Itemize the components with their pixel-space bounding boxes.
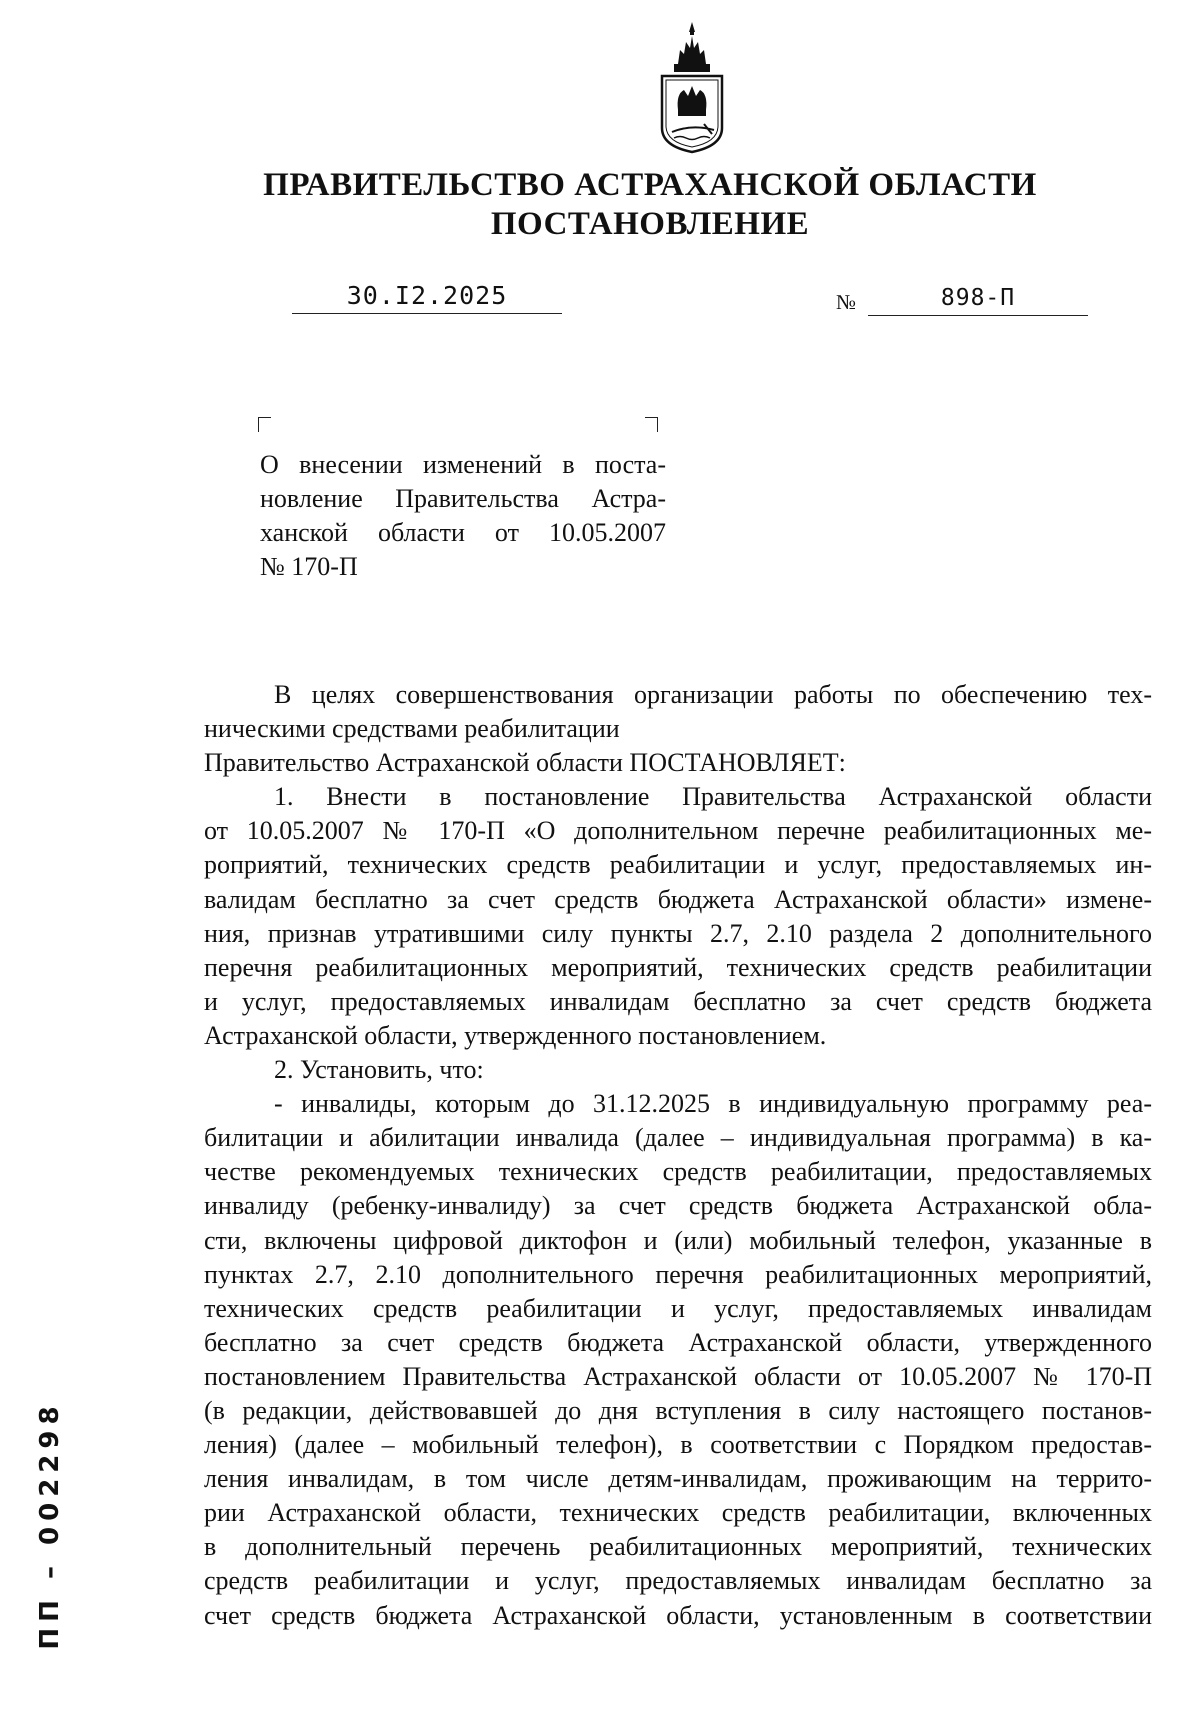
body-line: честве рекомендуемых технических средств реабилитации, предоставляемых — [204, 1157, 1152, 1187]
body-line: инвалиду (ребенку-инвалиду) за счет средств бюджета Астраханской обла- — [204, 1191, 1152, 1221]
body-line: ления инвалидам, в том числе детям-инвалидам, проживающим на террито- — [204, 1464, 1152, 1494]
body-line: Астраханской области, утвержденного постановлением. — [204, 1020, 827, 1050]
document-subject — [260, 448, 666, 584]
body-line: технических средств реабилитации и услуг, предоставляемых инвалидам — [204, 1293, 1152, 1323]
subject-line: О внесении изменений в поста- — [260, 450, 666, 479]
document-type-title: ПОСТАНОВЛЕНИЕ — [490, 206, 810, 242]
serial-stamp — [30, 1390, 70, 1660]
body-line: от 10.05.2007 № 170-П «О дополнительном перечне реабилитационных ме- — [204, 816, 1152, 846]
body-line: (в редакции, действовавшей до дня вступления в силу настоящего постанов- — [204, 1395, 1152, 1425]
body-line: 1. Внести в постановление Правительства Астраханской области — [274, 782, 1152, 812]
subject-line: ханской области от 10.05.2007 — [260, 518, 666, 547]
serial-number: ПП – 002298 — [35, 1400, 65, 1650]
body-line: ления) (далее – мобильный телефон), в соответствии с Порядком предостав- — [204, 1430, 1152, 1460]
body-line: пунктах 2.7, 2.10 дополнительного перечня реабилитационных мероприятий, — [204, 1259, 1152, 1289]
body-line: - инвалиды, которым до 31.12.2025 в индивидуальную программу реа- — [274, 1089, 1152, 1119]
body-line: ния, признав утратившими силу пункты 2.7, 2.10 раздела 2 дополнительного — [204, 918, 1152, 948]
document-date: 30.I2.2025 — [292, 280, 562, 314]
body-line: валидам бесплатно за счет средств бюджета Астраханской области» измене- — [204, 884, 1152, 914]
coat-of-arms-icon — [650, 20, 734, 156]
subject-line: № 170-П — [260, 552, 358, 581]
subject-bracket-left — [258, 417, 271, 432]
body-line: и услуг, предоставляемых инвалидам бесплатно за счет средств бюджета — [204, 986, 1152, 1016]
subject-bracket-right — [645, 417, 658, 432]
body-line: в дополнительный перечень реабилитационных мероприятий, технических — [204, 1532, 1152, 1562]
government-title: ПРАВИТЕЛЬСТВО АСТРАХАНСКОЙ ОБЛАСТИ — [263, 167, 1037, 203]
body-line: билитации и абилитации инвалида (далее – индивидуальная программа) в ка- — [204, 1123, 1152, 1153]
document-number: 898-П — [868, 282, 1088, 316]
body-line: постановлением Правительства Астраханской области от 10.05.2007 № 170-П — [204, 1361, 1152, 1391]
body-line: ническими средствами реабилитации — [204, 714, 620, 744]
body-line: перечня реабилитационных мероприятий, технических средств реабилитации — [204, 952, 1152, 982]
number-sign: № — [836, 290, 857, 314]
body-line: бесплатно за счет средств бюджета Астраханской области, утвержденного — [204, 1327, 1152, 1357]
body-line: В целях совершенствования организации работы по обеспечению тех- — [274, 680, 1152, 709]
document-body — [204, 678, 1152, 1633]
body-line: средств реабилитации и услуг, предоставляемых инвалидам бесплатно за — [204, 1566, 1152, 1596]
body-line: рии Астраханской области, технических средств реабилитации, включенных — [204, 1498, 1152, 1528]
subject-line: новление Правительства Астра- — [260, 484, 666, 513]
body-line: счет средств бюджета Астраханской области, установленным в соответствии — [204, 1600, 1152, 1630]
body-line: роприятий, технических средств реабилитации и услуг, предоставляемых ин- — [204, 850, 1152, 880]
body-line: 2. Установить, что: — [274, 1055, 484, 1085]
body-line: Правительство Астраханской области ПОСТАНОВЛЯЕТ: — [204, 748, 846, 778]
body-line: сти, включены цифровой диктофон и (или) мобильный телефон, указанные в — [204, 1225, 1152, 1255]
